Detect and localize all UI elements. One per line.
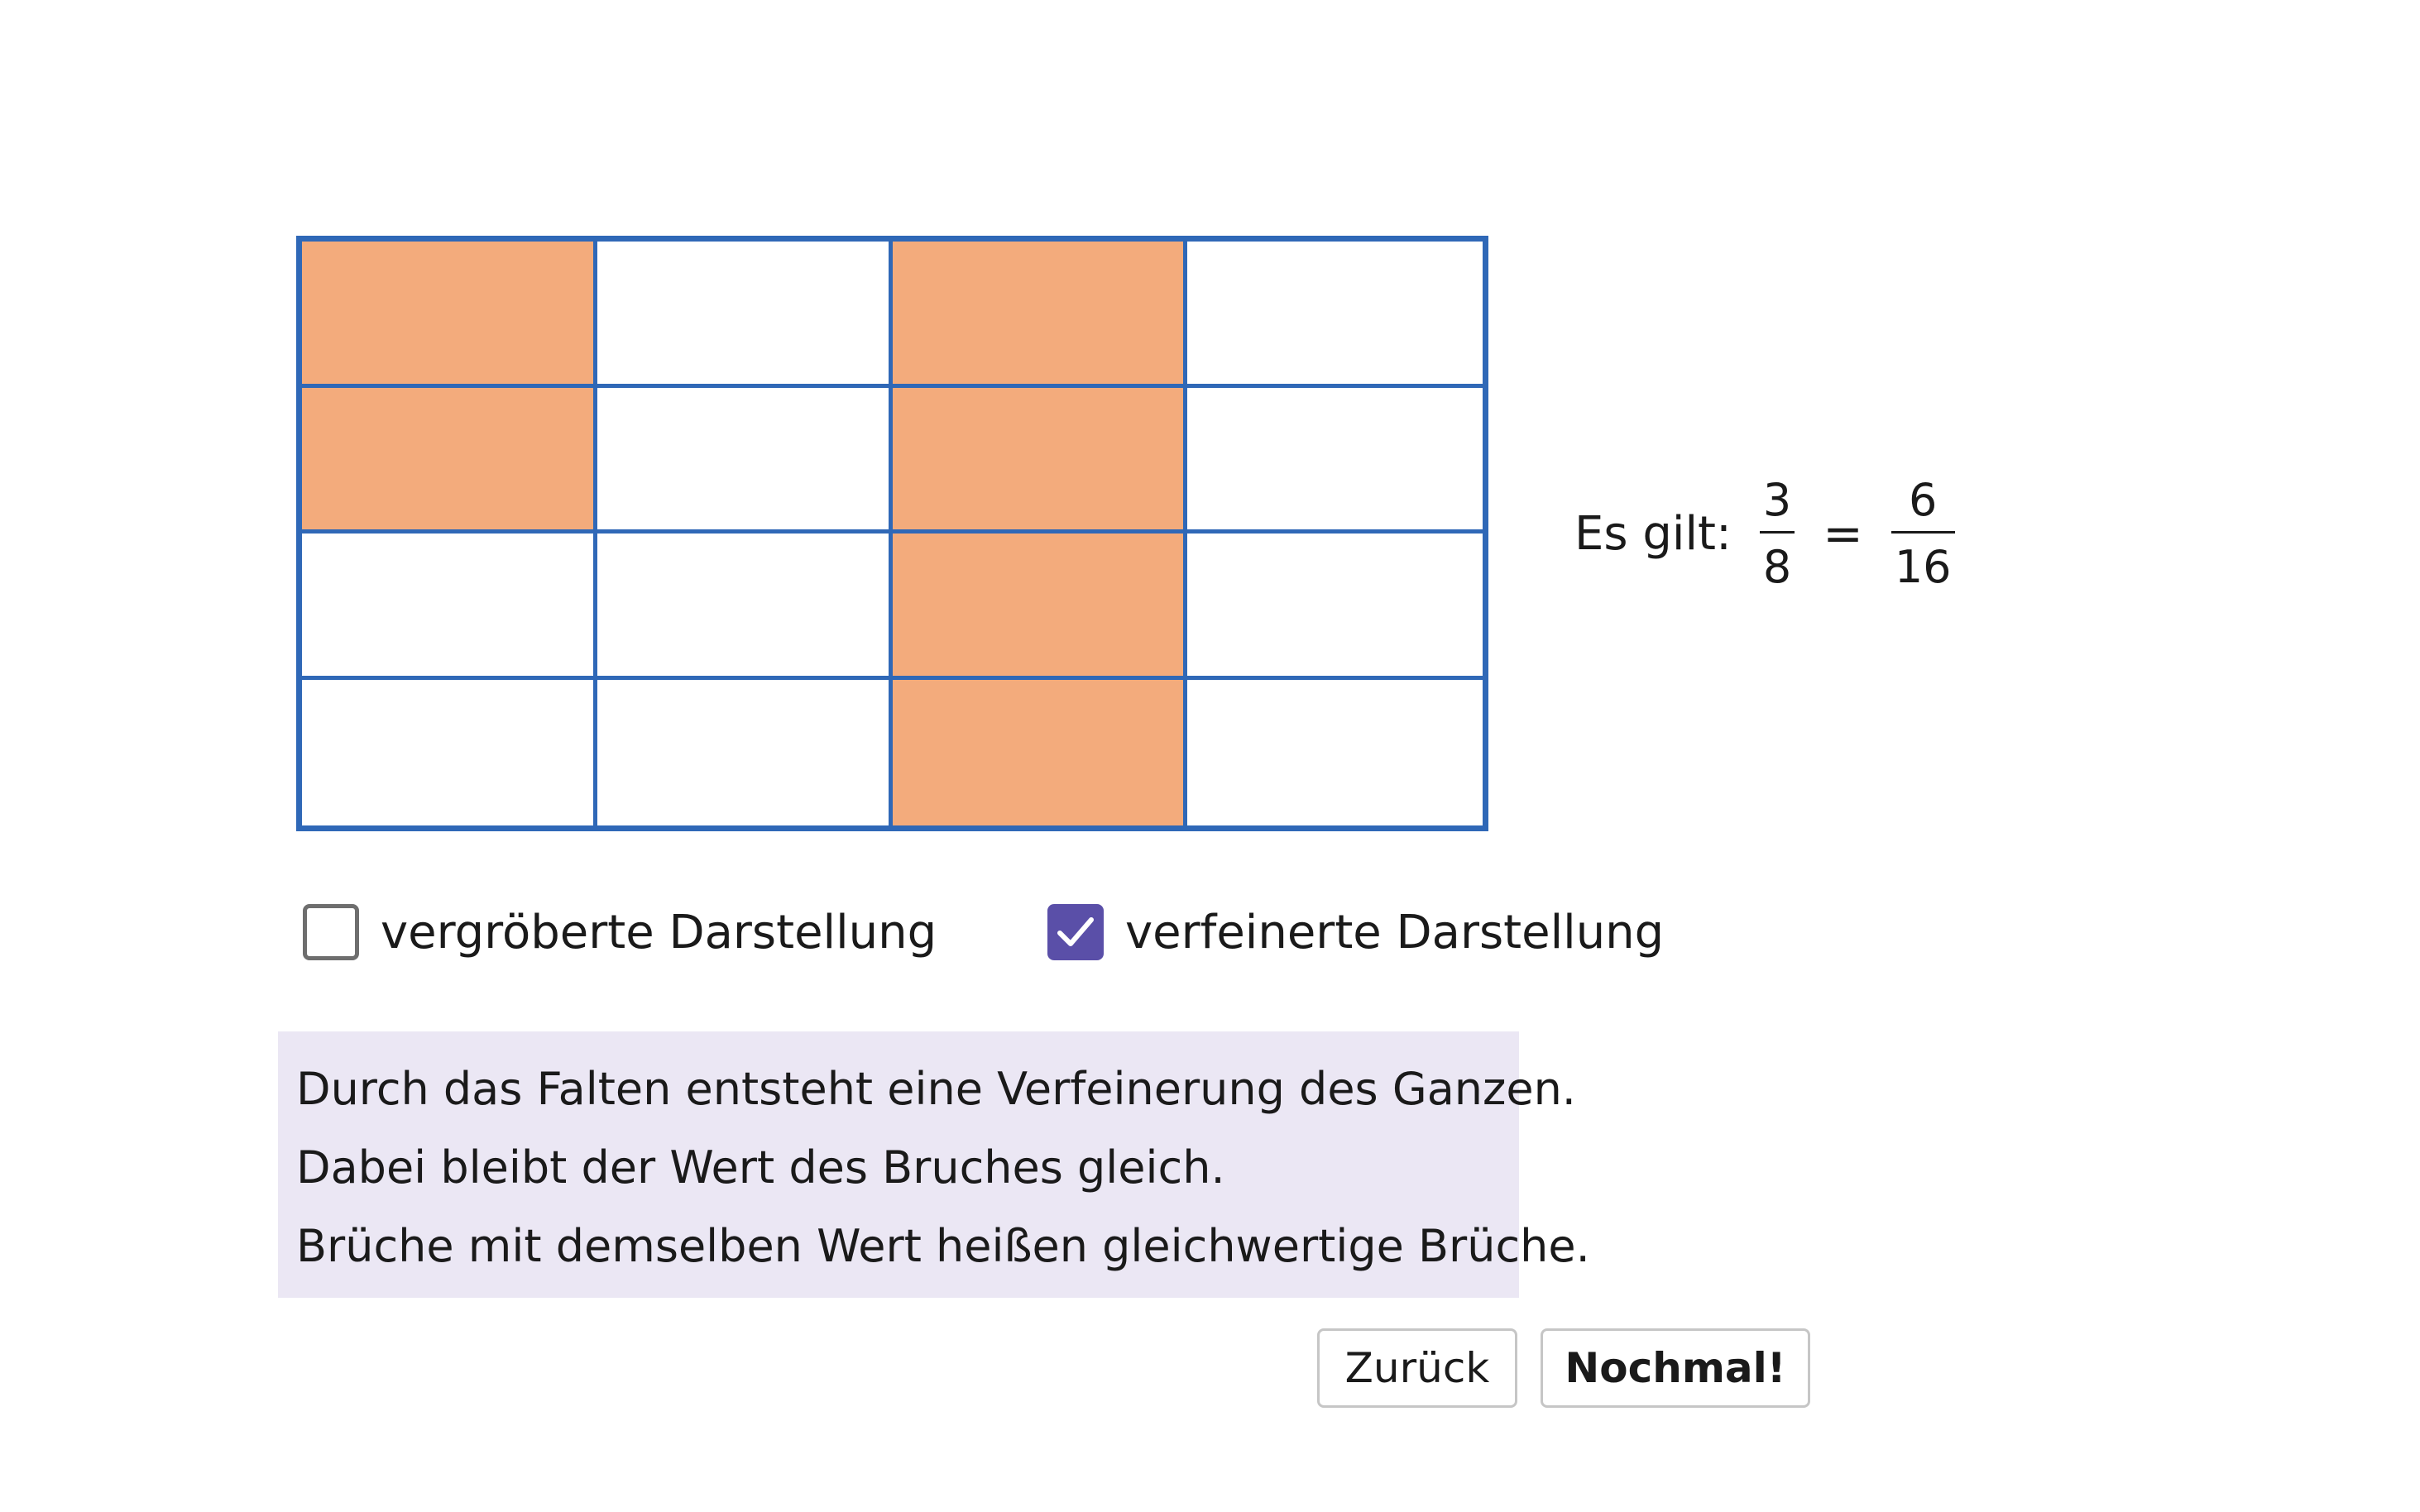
grid-cell-empty[interactable] (1187, 388, 1483, 534)
equals-sign: = (1823, 505, 1863, 562)
grid-cell-filled[interactable] (893, 680, 1188, 826)
grid-cell-empty[interactable] (597, 242, 893, 388)
grid-cell-filled[interactable] (893, 534, 1188, 680)
grid-cell-empty[interactable] (1187, 242, 1483, 388)
left-numerator: 3 (1762, 473, 1792, 526)
coarse-checkbox[interactable] (303, 904, 359, 960)
right-fraction (1891, 473, 1955, 593)
fine-checkbox[interactable] (1047, 904, 1104, 960)
again-button[interactable]: Nochmal! (1541, 1328, 1810, 1408)
grid-cell-filled[interactable] (893, 388, 1188, 534)
grid-cell-empty[interactable] (302, 534, 597, 680)
grid-cell-empty[interactable] (1187, 534, 1483, 680)
coarse-option[interactable] (303, 904, 937, 960)
grid-cell-empty[interactable] (597, 388, 893, 534)
left-fraction (1760, 473, 1795, 593)
grid-cell-filled[interactable] (302, 242, 597, 388)
equation-prefix: Es gilt: (1574, 506, 1732, 561)
explanation-line: Durch das Falten entsteht eine Verfeinerung des Ganzen. (296, 1063, 1576, 1115)
fine-option[interactable] (1047, 904, 1664, 960)
explanation-line: Dabei bleibt der Wert des Bruches gleich. (296, 1141, 1225, 1194)
grid-cell-filled[interactable] (893, 242, 1188, 388)
grid-cell-empty[interactable] (597, 680, 893, 826)
grid-cell-empty[interactable] (1187, 680, 1483, 826)
grid-cell-empty[interactable] (597, 534, 893, 680)
right-numerator: 6 (1909, 473, 1938, 526)
explanation-line: Brüche mit demselben Wert heißen gleichwertige Brüche. (296, 1220, 1590, 1272)
left-denominator: 8 (1762, 540, 1792, 593)
back-button[interactable]: Zurück (1317, 1328, 1517, 1408)
grid-cell-empty[interactable] (302, 680, 597, 826)
fine-label[interactable]: verfeinerte Darstellung (1125, 905, 1665, 959)
checkmark-icon (1053, 910, 1098, 955)
grid-cell-filled[interactable] (302, 388, 597, 534)
explanation-panel (278, 1031, 1590, 1298)
coarse-label[interactable]: vergröberte Darstellung (381, 905, 937, 959)
fraction-grid[interactable] (296, 236, 1488, 831)
right-denominator: 16 (1894, 540, 1952, 593)
fraction-equation (1574, 467, 1955, 600)
